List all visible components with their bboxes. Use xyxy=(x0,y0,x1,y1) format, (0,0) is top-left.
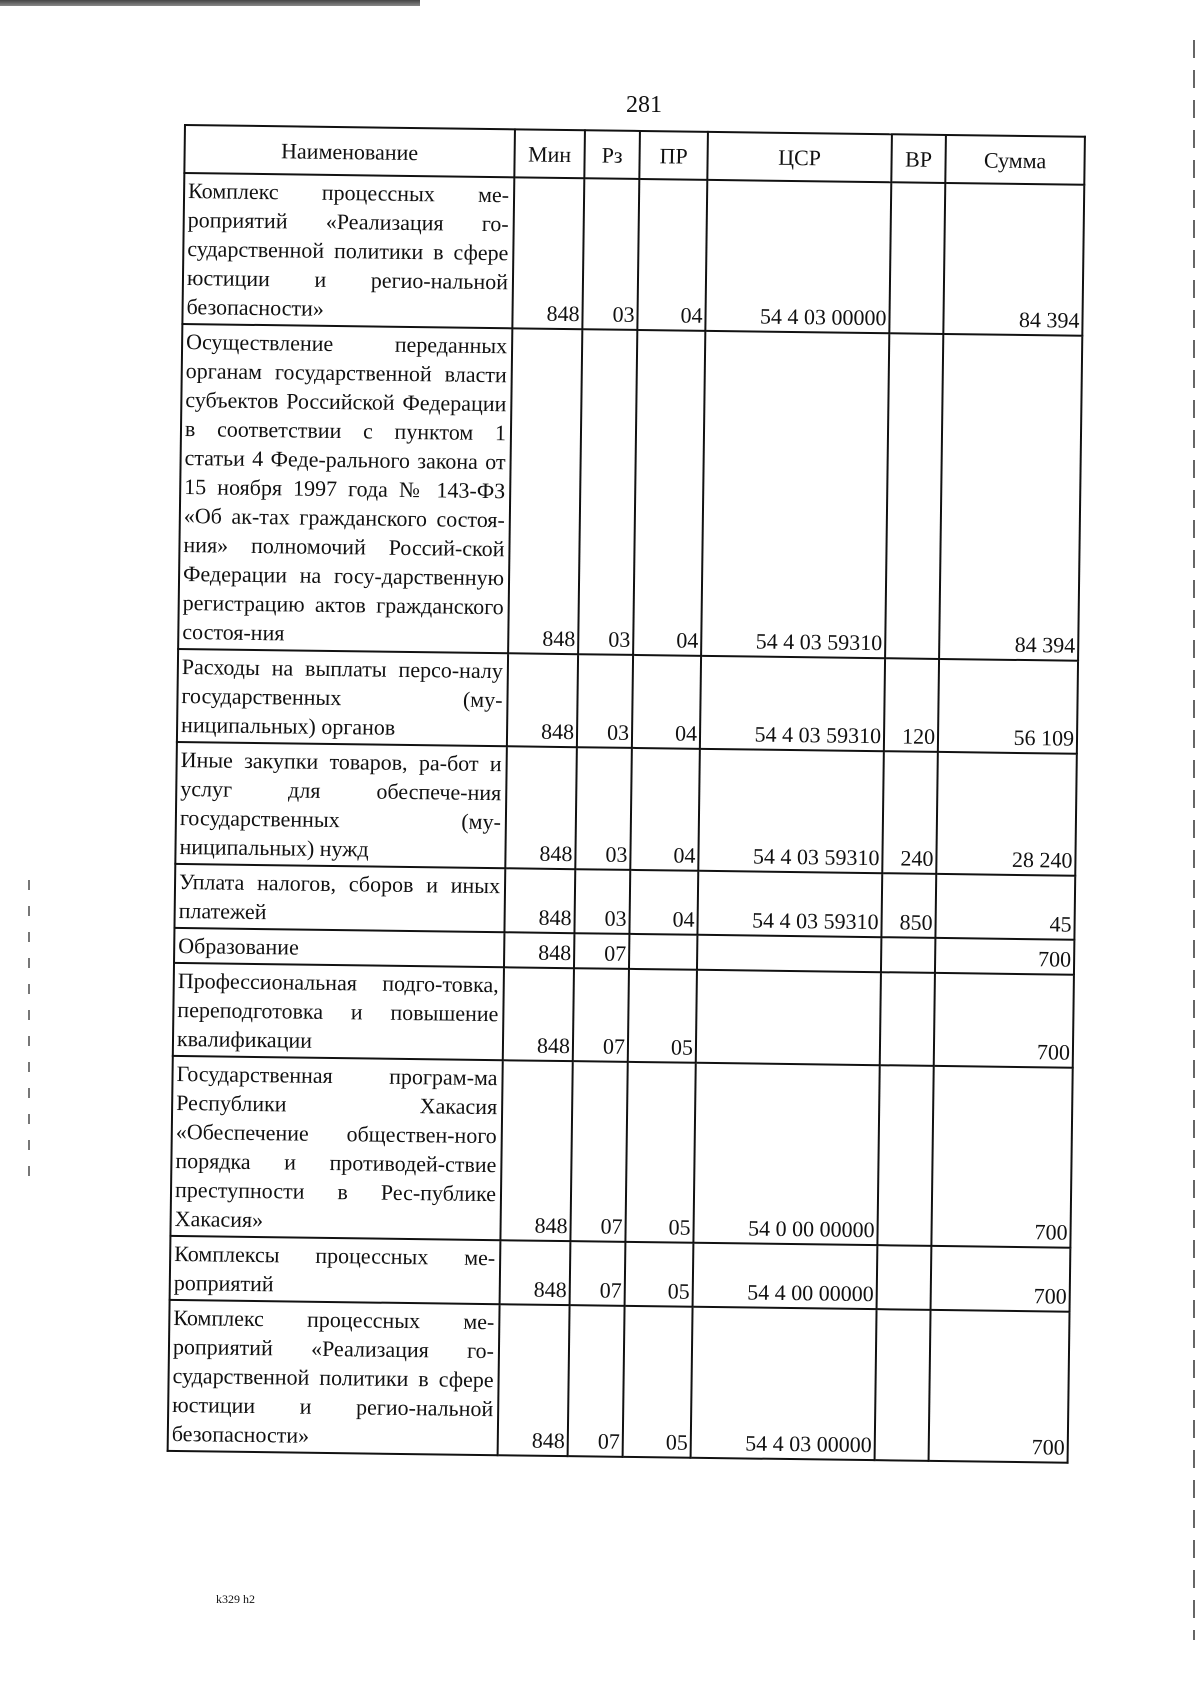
table-body xyxy=(168,173,1085,1463)
cell-sum: 700 xyxy=(934,973,1074,1068)
cell-vr xyxy=(889,182,945,334)
scan-edge-top xyxy=(0,0,420,6)
cell-min: 848 xyxy=(504,932,574,968)
cell-min: 848 xyxy=(504,868,575,933)
cell-pr: 05 xyxy=(623,1306,693,1458)
header-name: Наименование xyxy=(184,125,515,177)
cell-vr xyxy=(875,1309,931,1461)
cell-name: Комплекс процессных ме-роприятий «Реализация го-сударственной политики в сфере юстиции и регио-нальной безопасности» xyxy=(182,173,514,328)
cell-min: 848 xyxy=(507,653,578,747)
table-row xyxy=(182,173,1084,336)
cell-csr xyxy=(697,935,881,972)
cell-vr xyxy=(877,1245,932,1310)
cell-min: 848 xyxy=(505,746,577,869)
cell-sum: 700 xyxy=(931,1246,1071,1312)
table-row xyxy=(178,324,1082,661)
cell-min: 848 xyxy=(503,967,574,1061)
header-pr: ПР xyxy=(639,131,708,180)
cell-rz: 07 xyxy=(570,1061,627,1242)
cell-name: Расходы на выплаты персо-налу государственных (му-ниципальных) органов xyxy=(177,649,508,746)
cell-name: Комплексы процессных ме-роприятий xyxy=(170,1236,501,1304)
cell-csr: 54 4 03 59310 xyxy=(698,749,884,873)
cell-name: Комплекс процессных ме-роприятий «Реализация го-сударственной политики в сфере юстиции и регио-нальной безопасности» xyxy=(168,1300,500,1455)
cell-csr: 54 4 03 59310 xyxy=(701,331,889,658)
cell-pr: 05 xyxy=(625,1062,695,1243)
cell-name: Государственная програм-ма Республики Хакасия «Обеспечение обществен-ного порядка и противодей-ствие преступности в Рес-публике Хакасия» xyxy=(170,1056,502,1240)
cell-rz: 03 xyxy=(574,869,630,934)
table-row xyxy=(174,864,1075,940)
cell-name: Иные закупки товаров, ра-бот и услуг для обеспече-ния государственных (му-ниципальных) нужд xyxy=(175,742,507,868)
cell-name: Уплата налогов, сборов и иных платежей xyxy=(174,864,505,932)
cell-rz: 07 xyxy=(570,1241,626,1306)
cell-rz: 07 xyxy=(573,968,629,1062)
cell-rz: 03 xyxy=(577,654,633,748)
cell-rz: 03 xyxy=(582,178,639,330)
cell-pr: 05 xyxy=(628,969,697,1063)
cell-rz: 07 xyxy=(574,933,629,969)
cell-name: Осуществление переданных органам государственной власти субъектов Российской Федерации в соответствии с пунктом 1 статьи 4 Феде-рального закона от 15 ноября 1997 года № 143-ФЗ «Об ак-тах гражданского состоя-ния» полномочий Россий-ской Федерации на госу-дарственную регистрацию актов гражданского состоя-ния xyxy=(178,324,512,653)
header-sum: Сумма xyxy=(945,135,1085,185)
cell-name: Образование xyxy=(174,928,504,967)
header-rz: Рз xyxy=(584,130,640,179)
cell-csr xyxy=(696,970,881,1065)
cell-min: 848 xyxy=(500,1240,571,1305)
cell-csr: 54 0 00 00000 xyxy=(693,1063,879,1245)
cell-vr xyxy=(880,972,935,1066)
table-row xyxy=(170,1056,1072,1248)
cell-pr: 04 xyxy=(629,870,698,935)
scan-edge-left xyxy=(28,880,30,1180)
cell-min: 848 xyxy=(500,1060,572,1241)
cell-sum: 45 xyxy=(935,874,1075,940)
table-row xyxy=(175,742,1077,876)
cell-rz: 03 xyxy=(578,329,637,655)
cell-vr xyxy=(877,1065,933,1246)
cell-sum: 84 394 xyxy=(939,334,1082,661)
cell-vr: 850 xyxy=(881,873,936,938)
cell-min: 848 xyxy=(498,1304,570,1456)
cell-pr: 05 xyxy=(625,1242,694,1307)
header-csr: ЦСР xyxy=(707,132,892,182)
cell-csr: 54 4 00 00000 xyxy=(693,1243,878,1309)
cell-pr: 04 xyxy=(632,655,701,749)
footer-code: k329 h2 xyxy=(216,1592,255,1606)
cell-sum: 700 xyxy=(929,1310,1070,1463)
cell-csr: 54 4 03 00000 xyxy=(705,180,891,333)
cell-csr: 54 4 03 59310 xyxy=(697,871,882,937)
table-row xyxy=(168,1300,1070,1463)
table-row xyxy=(177,649,1078,754)
header-vr: ВР xyxy=(891,134,946,183)
cell-rz: 03 xyxy=(575,747,632,870)
table-row xyxy=(170,1236,1071,1312)
cell-csr: 54 4 03 59310 xyxy=(700,656,885,751)
cell-pr xyxy=(629,934,697,970)
cell-vr: 120 xyxy=(884,658,939,752)
cell-pr: 04 xyxy=(633,330,705,656)
cell-pr: 04 xyxy=(630,748,700,871)
cell-csr: 54 4 03 00000 xyxy=(691,1307,877,1460)
cell-rz: 07 xyxy=(568,1305,625,1457)
cell-min: 848 xyxy=(512,177,584,329)
page-number: 281 xyxy=(626,92,662,118)
budget-table xyxy=(167,124,1086,1464)
table-row xyxy=(173,963,1074,1068)
cell-vr xyxy=(881,937,935,973)
cell-sum: 700 xyxy=(931,1066,1072,1248)
cell-sum: 84 394 xyxy=(943,183,1084,336)
cell-min: 848 xyxy=(508,328,582,654)
cell-pr: 04 xyxy=(637,179,707,331)
cell-vr: 240 xyxy=(882,751,938,874)
scan-edge-right xyxy=(1193,40,1195,1640)
cell-name: Профессиональная подго-товка, переподготовка и повышение квалификации xyxy=(173,963,504,1060)
cell-vr xyxy=(885,333,943,659)
cell-sum: 56 109 xyxy=(938,659,1078,754)
cell-sum: 28 240 xyxy=(936,752,1077,876)
cell-sum: 700 xyxy=(935,938,1074,975)
header-min: Мин xyxy=(514,129,585,178)
